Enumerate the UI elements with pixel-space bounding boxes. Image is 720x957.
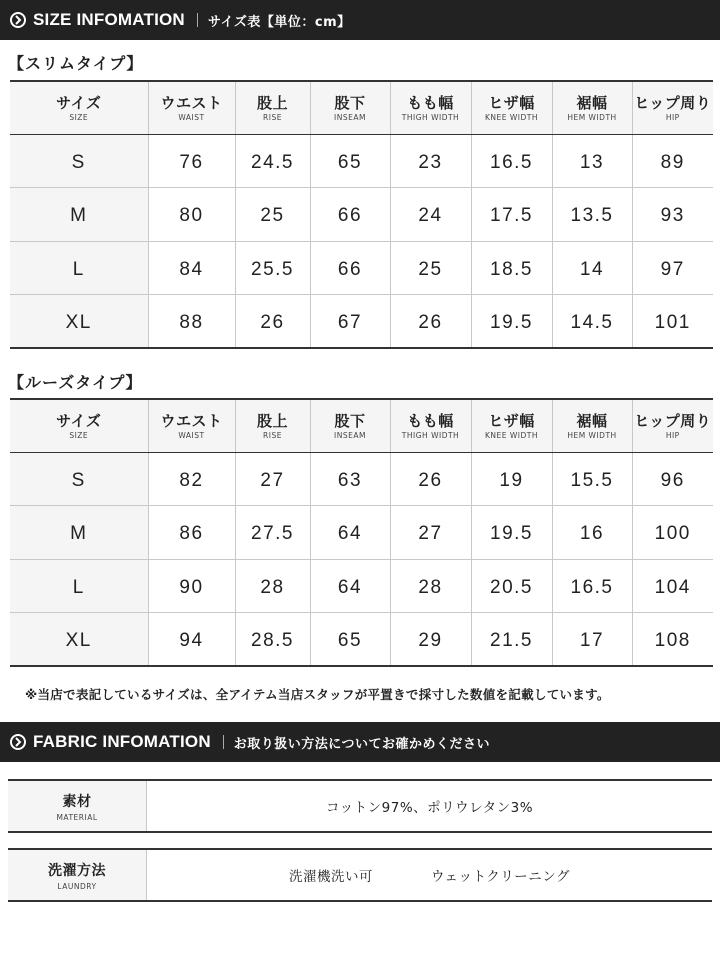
column-header-sublabel: HEM WIDTH [567,112,617,122]
column-header [10,399,148,452]
column-header-sublabel: KNEE WIDTH [484,112,538,122]
loose-type-label: 【ルーズタイプ】 [8,373,143,392]
column-header [148,81,235,134]
column-header-label: もも幅 [407,411,454,430]
column-header-label: 股下 [334,411,366,430]
measure-cell: 90 [148,559,235,613]
measure-cell: 18.5 [471,241,552,295]
measure-cell: 24.5 [235,134,310,188]
column-header-label: ヒザ幅 [488,93,535,112]
measure-cell: 17.5 [471,188,552,242]
size-info-title: SIZE INFOMATION [33,10,185,29]
measure-cell: 28 [235,559,310,613]
column-header [632,81,713,134]
measure-cell: 17 [552,613,632,667]
measure-cell: 24 [390,188,471,242]
laundry-value-wet: ウェットクリーニング [431,869,570,885]
table-row [10,506,713,560]
slim-size-table [10,80,713,349]
measure-cell: 89 [632,134,713,188]
measure-cell: 26 [390,295,471,349]
size-cell: L [10,559,148,613]
measure-cell: 108 [654,630,691,651]
column-header [310,399,390,452]
measure-cell: 25.5 [235,241,310,295]
size-cell: M [10,506,148,560]
column-header [471,399,552,452]
column-header-sublabel: THIGH WIDTH [401,430,460,440]
measure-cell: 20.5 [471,559,552,613]
size-cell: XL [10,613,148,667]
column-header-sublabel: WAIST [178,112,205,122]
measure-cell: 13 [552,134,632,188]
column-header-sublabel: SIZE [69,430,89,440]
slim-type-label: 【スリムタイプ】 [8,54,144,73]
size-note: ※当店で表記しているサイズは、全アイテム当店スタッフが平置きで採寸した数値を記載しています。 [25,687,610,702]
circle-chevron-right-icon [10,12,26,28]
column-header [310,81,390,134]
material-value: コットン97%、ポリウレタン3% [325,800,534,816]
laundry-value-machine: 洗濯機洗い可 [289,869,374,885]
column-header-sublabel: RISE [263,112,282,122]
table-row [10,188,713,242]
measure-cell: 76 [148,134,235,188]
column-header-sublabel: SIZE [69,112,89,122]
table-row [10,134,713,188]
laundry-row [8,848,712,902]
measure-cell: 27.5 [235,506,310,560]
measure-cell: 27 [235,452,310,506]
measure-cell: 21.5 [471,613,552,667]
measure-cell: 93 [632,188,713,242]
table-header-row [10,399,713,452]
column-header [10,81,148,134]
column-header-sublabel: HEM WIDTH [567,430,617,440]
measure-cell: 27 [390,506,471,560]
table-row [10,613,713,667]
column-header-label: もも幅 [407,93,454,112]
column-header-label: 裾幅 [576,411,608,430]
column-header-label: 股上 [256,411,288,430]
measure-cell: 26 [390,452,471,506]
column-header [632,399,713,452]
column-header-label: ヒザ幅 [488,411,535,430]
laundry-label-cell [8,850,147,900]
measure-cell: 82 [148,452,235,506]
measure-cell: 94 [148,613,235,667]
measure-cell: 15.5 [552,452,632,506]
laundry-label: 洗濯方法 [48,862,106,879]
material-label: 素材 [62,793,92,810]
measure-cell: 29 [390,613,471,667]
column-header-label: ヒップ周り [634,411,712,430]
size-cell: XL [10,295,148,349]
measure-cell: 88 [148,295,235,349]
material-label-cell [8,781,147,831]
measure-cell: 97 [632,241,713,295]
measure-cell: 16 [552,506,632,560]
column-header-sublabel: RISE [263,430,282,440]
measure-cell: 16.5 [471,134,552,188]
measure-cell: 66 [310,188,390,242]
table-row [10,295,713,349]
column-header-label: 裾幅 [576,93,608,112]
material-label-en: MATERIAL [56,812,98,822]
table-row [10,452,713,506]
measure-cell: 64 [310,559,390,613]
column-header-sublabel: HIP [665,112,680,122]
material-row [8,779,712,833]
measure-cell: 28.5 [235,613,310,667]
measure-cell: 19.5 [471,295,552,349]
laundry-label-en: LAUNDRY [57,881,97,891]
size-info-header [0,0,720,40]
measure-cell: 19.5 [471,506,552,560]
column-header-sublabel: WAIST [178,430,205,440]
measure-cell: 96 [632,452,713,506]
size-cell: S [10,134,148,188]
measure-cell: 14 [552,241,632,295]
size-cell: S [10,452,148,506]
measure-cell: 64 [310,506,390,560]
measure-cell: 14.5 [552,295,632,349]
size-cell: L [10,241,148,295]
measure-cell: 63 [310,452,390,506]
column-header-label: ヒップ周り [634,93,712,112]
table-header-row [10,81,713,134]
circle-chevron-right-icon [10,734,26,750]
loose-table-body [10,452,713,666]
measure-cell: 25 [235,188,310,242]
column-header-label: 股下 [334,93,366,112]
measure-cell: 80 [148,188,235,242]
table-row [10,241,713,295]
column-header-sublabel: THIGH WIDTH [401,112,460,122]
divider [223,735,224,749]
column-header-label: ウエスト [160,93,223,112]
column-header [235,399,310,452]
fabric-info-subtitle: お取り扱い方法についてお確かめください [233,736,491,752]
column-header-sublabel: HIP [665,430,680,440]
laundry-value-cell [147,850,712,900]
size-cell: M [10,188,148,242]
measure-cell: 23 [390,134,471,188]
material-value-cell [147,781,712,831]
divider [197,13,198,27]
measure-cell: 65 [310,613,390,667]
measure-cell: 16.5 [552,559,632,613]
fabric-info-title: FABRIC INFOMATION [33,732,211,751]
column-header-sublabel: KNEE WIDTH [484,430,538,440]
column-header [471,81,552,134]
column-header [390,81,471,134]
measure-cell: 100 [632,506,713,560]
measure-cell: 19 [471,452,552,506]
measure-cell: 86 [148,506,235,560]
measure-cell: 104 [632,559,713,613]
column-header [148,399,235,452]
column-header-label: 股上 [256,93,288,112]
measure-cell: 101 [654,312,691,333]
column-header-label: ウエスト [160,411,223,430]
measure-cell: 25 [390,241,471,295]
fabric-info-header [0,722,720,762]
measure-cell: 84 [148,241,235,295]
column-header [235,81,310,134]
measure-cell: 26 [235,295,310,349]
measure-cell: 67 [310,295,390,349]
column-header-sublabel: INSEAM [334,430,366,440]
slim-table-body [10,134,713,348]
size-info-subtitle: サイズ表【単位：cm】 [207,14,351,30]
measure-cell: 65 [310,134,390,188]
column-header-sublabel: INSEAM [334,112,366,122]
measure-cell: 66 [310,241,390,295]
measure-cell: 13.5 [552,188,632,242]
column-header-label: サイズ [56,93,102,112]
table-row [10,559,713,613]
loose-size-table [10,398,713,667]
column-header [552,399,632,452]
measure-cell: 28 [390,559,471,613]
column-header [552,81,632,134]
column-header-label: サイズ [56,411,102,430]
column-header [390,399,471,452]
